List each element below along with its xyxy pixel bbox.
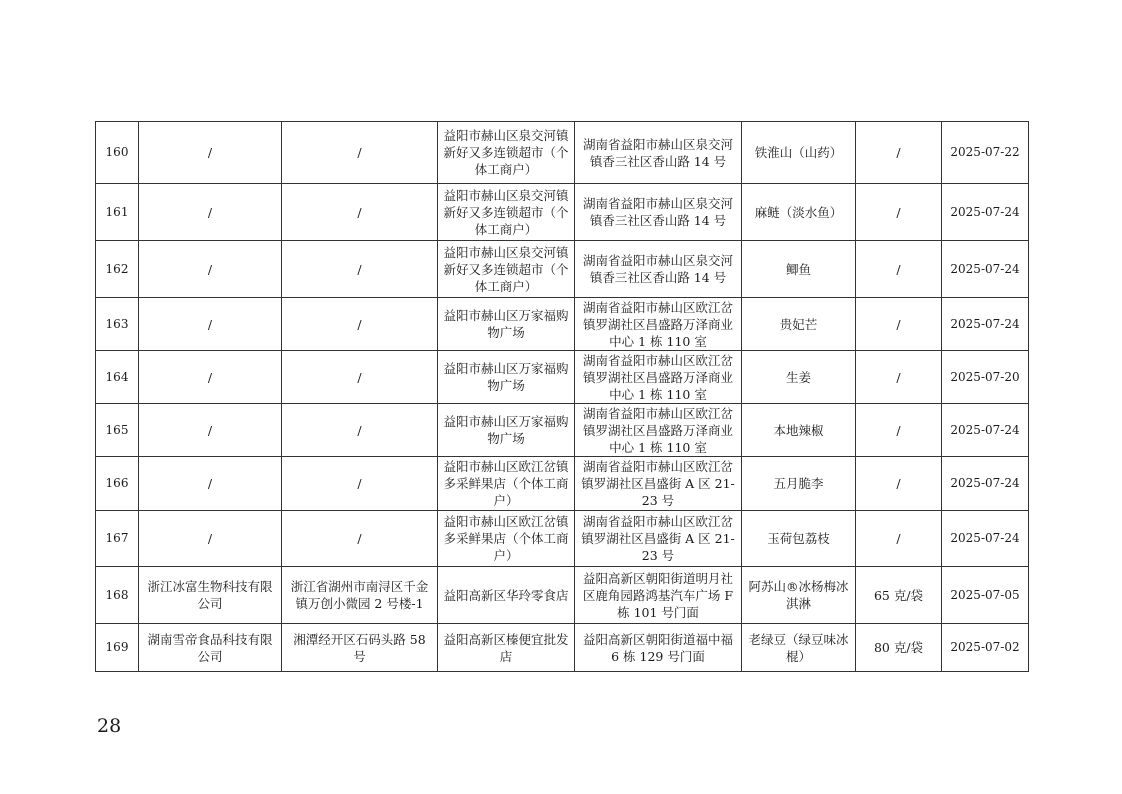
cell-date: 2025-07-24 bbox=[942, 511, 1029, 567]
cell-no: 168 bbox=[96, 567, 139, 624]
cell-product: 阿苏山®冰杨梅冰淇淋 bbox=[742, 567, 856, 624]
cell-seller: 益阳市赫山区欧江岔镇多采鲜果店（个体工商户） bbox=[438, 511, 575, 567]
cell-manufacturer: / bbox=[139, 511, 282, 567]
cell-spec: / bbox=[856, 457, 942, 511]
table-row bbox=[96, 241, 1029, 298]
cell-seller: 益阳市赫山区万家福购物广场 bbox=[438, 298, 575, 351]
cell-seller-address: 湖南省益阳市赫山区欧江岔镇罗湖社区昌盛路万泽商业中心 1 栋 110 室 bbox=[575, 298, 742, 351]
cell-manufacturer: / bbox=[139, 298, 282, 351]
cell-spec: / bbox=[856, 298, 942, 351]
cell-manufacturer: 湖南雪帝食品科技有限公司 bbox=[139, 624, 282, 672]
cell-seller: 益阳市赫山区泉交河镇新好又多连锁超市（个体工商户） bbox=[438, 184, 575, 241]
cell-manufacturer: / bbox=[139, 404, 282, 457]
cell-seller: 益阳市赫山区万家福购物广场 bbox=[438, 351, 575, 404]
cell-date: 2025-07-02 bbox=[942, 624, 1029, 672]
cell-seller: 益阳高新区华玲零食店 bbox=[438, 567, 575, 624]
cell-product: 五月脆李 bbox=[742, 457, 856, 511]
table-row bbox=[96, 298, 1029, 351]
cell-date: 2025-07-24 bbox=[942, 298, 1029, 351]
table-row bbox=[96, 404, 1029, 457]
cell-manufacturer-address: / bbox=[282, 457, 438, 511]
table-row bbox=[96, 184, 1029, 241]
results-table-container bbox=[95, 121, 1028, 672]
cell-date: 2025-07-05 bbox=[942, 567, 1029, 624]
table-row bbox=[96, 567, 1029, 624]
cell-spec: 65 克/袋 bbox=[856, 567, 942, 624]
cell-manufacturer-address: 湘潭经开区石码头路 58 号 bbox=[282, 624, 438, 672]
cell-no: 161 bbox=[96, 184, 139, 241]
cell-date: 2025-07-24 bbox=[942, 404, 1029, 457]
table-body bbox=[96, 122, 1029, 672]
cell-no: 165 bbox=[96, 404, 139, 457]
cell-no: 164 bbox=[96, 351, 139, 404]
cell-no: 169 bbox=[96, 624, 139, 672]
cell-no: 162 bbox=[96, 241, 139, 298]
cell-manufacturer: / bbox=[139, 457, 282, 511]
cell-seller-address: 湖南省益阳市赫山区欧江岔镇罗湖社区昌盛路万泽商业中心 1 栋 110 室 bbox=[575, 404, 742, 457]
cell-no: 167 bbox=[96, 511, 139, 567]
cell-seller: 益阳市赫山区泉交河镇新好又多连锁超市（个体工商户） bbox=[438, 241, 575, 298]
cell-product: 麻鲢（淡水鱼） bbox=[742, 184, 856, 241]
cell-spec: / bbox=[856, 122, 942, 184]
cell-date: 2025-07-20 bbox=[942, 351, 1029, 404]
cell-spec: / bbox=[856, 184, 942, 241]
cell-seller: 益阳市赫山区欧江岔镇多采鲜果店（个体工商户） bbox=[438, 457, 575, 511]
cell-spec: 80 克/袋 bbox=[856, 624, 942, 672]
cell-seller-address: 湖南省益阳市赫山区欧江岔镇罗湖社区昌盛街 A 区 21-23 号 bbox=[575, 511, 742, 567]
cell-spec: / bbox=[856, 351, 942, 404]
cell-product: 贵妃芒 bbox=[742, 298, 856, 351]
cell-no: 163 bbox=[96, 298, 139, 351]
cell-product: 鲫鱼 bbox=[742, 241, 856, 298]
cell-manufacturer-address: / bbox=[282, 404, 438, 457]
cell-seller: 益阳市赫山区泉交河镇新好又多连锁超市（个体工商户） bbox=[438, 122, 575, 184]
cell-date: 2025-07-22 bbox=[942, 122, 1029, 184]
table-row bbox=[96, 351, 1029, 404]
cell-seller-address: 湖南省益阳市赫山区泉交河镇香三社区香山路 14 号 bbox=[575, 241, 742, 298]
cell-manufacturer: / bbox=[139, 351, 282, 404]
cell-manufacturer-address: / bbox=[282, 122, 438, 184]
cell-seller: 益阳市赫山区万家福购物广场 bbox=[438, 404, 575, 457]
cell-seller-address: 湖南省益阳市赫山区欧江岔镇罗湖社区昌盛街 A 区 21-23 号 bbox=[575, 457, 742, 511]
table-row bbox=[96, 122, 1029, 184]
cell-product: 生姜 bbox=[742, 351, 856, 404]
cell-seller-address: 益阳高新区朝阳街道福中福 6 栋 129 号门面 bbox=[575, 624, 742, 672]
cell-manufacturer: / bbox=[139, 122, 282, 184]
cell-manufacturer: / bbox=[139, 184, 282, 241]
cell-product: 铁淮山（山药） bbox=[742, 122, 856, 184]
cell-product: 本地辣椒 bbox=[742, 404, 856, 457]
cell-product: 玉荷包荔枝 bbox=[742, 511, 856, 567]
cell-seller-address: 湖南省益阳市赫山区泉交河镇香三社区香山路 14 号 bbox=[575, 122, 742, 184]
cell-manufacturer-address: / bbox=[282, 298, 438, 351]
cell-spec: / bbox=[856, 511, 942, 567]
cell-manufacturer: 浙江冰富生物科技有限公司 bbox=[139, 567, 282, 624]
cell-manufacturer-address: / bbox=[282, 241, 438, 298]
cell-no: 160 bbox=[96, 122, 139, 184]
cell-spec: / bbox=[856, 241, 942, 298]
cell-manufacturer: / bbox=[139, 241, 282, 298]
page-number: 28 bbox=[97, 715, 122, 737]
table-row bbox=[96, 624, 1029, 672]
results-table bbox=[95, 121, 1029, 672]
cell-date: 2025-07-24 bbox=[942, 457, 1029, 511]
cell-seller-address: 益阳高新区朝阳街道明月社区鹿角园路鸿基汽车广场 F 栋 101 号门面 bbox=[575, 567, 742, 624]
cell-product: 老绿豆（绿豆味冰棍） bbox=[742, 624, 856, 672]
cell-no: 166 bbox=[96, 457, 139, 511]
table-row bbox=[96, 457, 1029, 511]
cell-manufacturer-address: / bbox=[282, 184, 438, 241]
cell-manufacturer-address: / bbox=[282, 351, 438, 404]
cell-date: 2025-07-24 bbox=[942, 241, 1029, 298]
cell-manufacturer-address: / bbox=[282, 511, 438, 567]
cell-seller-address: 湖南省益阳市赫山区泉交河镇香三社区香山路 14 号 bbox=[575, 184, 742, 241]
cell-manufacturer-address: 浙江省湖州市南浔区千金镇万创小微园 2 号楼-1 bbox=[282, 567, 438, 624]
cell-date: 2025-07-24 bbox=[942, 184, 1029, 241]
cell-spec: / bbox=[856, 404, 942, 457]
table-row bbox=[96, 511, 1029, 567]
cell-seller-address: 湖南省益阳市赫山区欧江岔镇罗湖社区昌盛路万泽商业中心 1 栋 110 室 bbox=[575, 351, 742, 404]
cell-seller: 益阳高新区榛便宜批发店 bbox=[438, 624, 575, 672]
